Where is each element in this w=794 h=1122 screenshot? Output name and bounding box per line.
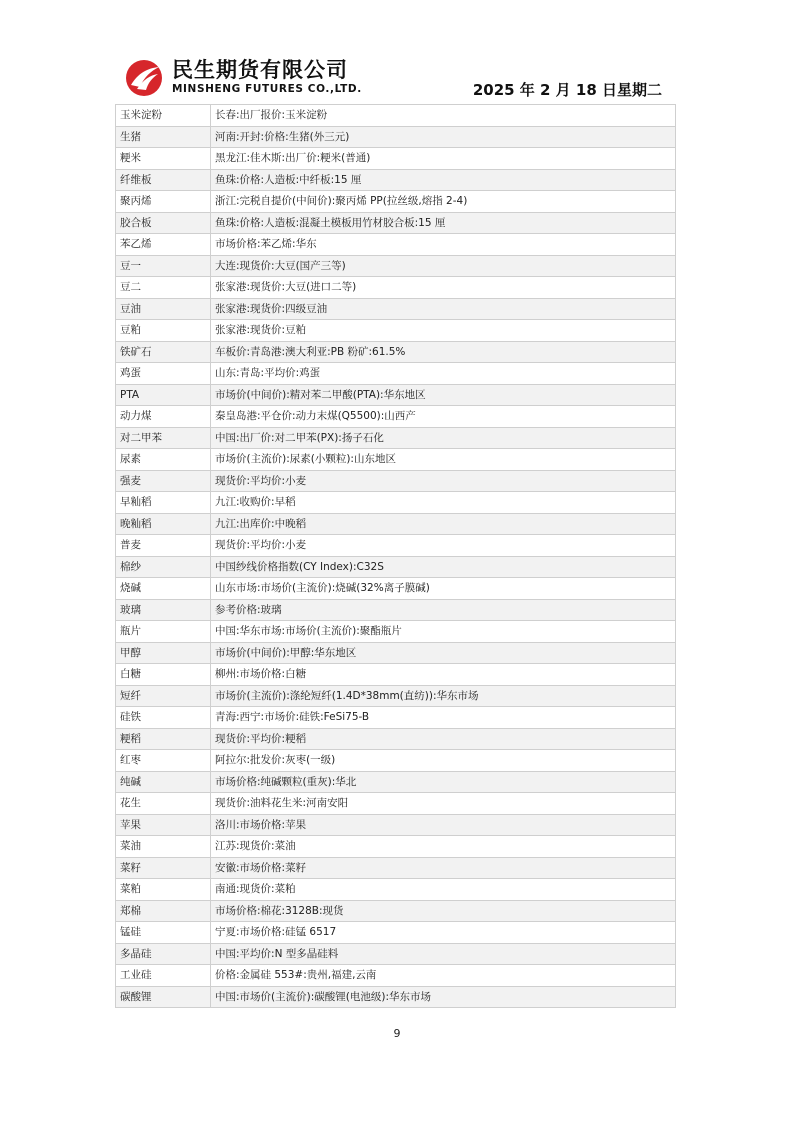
price-source-description: 宁夏:市场价格:硅锰 6517 [211, 922, 676, 944]
report-date: 2025 年 2 月 18 日星期二 [472, 81, 662, 99]
commodity-name: 碳酸锂 [116, 986, 211, 1008]
table-row [116, 771, 676, 793]
price-source-description: 张家港:现货价:大豆(进口二等) [211, 277, 676, 299]
table-row [116, 427, 676, 449]
price-source-description: 价格:金属硅 553#:贵州,福建,云南 [211, 965, 676, 987]
commodity-name: 工业硅 [116, 965, 211, 987]
price-source-description: 参考价格:玻璃 [211, 599, 676, 621]
table-row [116, 986, 676, 1008]
table-row [116, 384, 676, 406]
price-source-description: 市场价(中间价):甲醇:华东地区 [211, 642, 676, 664]
commodity-name: 豆粕 [116, 320, 211, 342]
commodity-name: 强麦 [116, 470, 211, 492]
price-source-description: 市场价(中间价):精对苯二甲酸(PTA):华东地区 [211, 384, 676, 406]
commodity-name: 短纤 [116, 685, 211, 707]
table-row [116, 922, 676, 944]
table-row [116, 814, 676, 836]
price-source-description: 市场价(主流价):涤纶短纤(1.4D*38mm(直纺)):华东市场 [211, 685, 676, 707]
price-source-description: 市场价格:苯乙烯:华东 [211, 234, 676, 256]
commodity-name: 尿素 [116, 449, 211, 471]
commodity-name: 普麦 [116, 535, 211, 557]
table-row [116, 126, 676, 148]
commodity-name: 烧碱 [116, 578, 211, 600]
price-source-description: 长春:出厂报价:玉米淀粉 [211, 105, 676, 127]
commodity-name: 纤维板 [116, 169, 211, 191]
page-number: 9 [393, 1027, 401, 1040]
commodity-name: 多晶硅 [116, 943, 211, 965]
commodity-name: 豆二 [116, 277, 211, 299]
commodity-name: 苯乙烯 [116, 234, 211, 256]
table-row [116, 298, 676, 320]
table-row [116, 685, 676, 707]
table-row [116, 857, 676, 879]
price-source-table [115, 104, 676, 1008]
commodity-name: 菜籽 [116, 857, 211, 879]
table-row [116, 599, 676, 621]
price-source-description: 阿拉尔:批发价:灰枣(一级) [211, 750, 676, 772]
price-source-description: 山东市场:市场价(主流价):烧碱(32%离子膜碱) [211, 578, 676, 600]
table-row [116, 449, 676, 471]
price-source-description: 市场价(主流价):尿素(小颗粒):山东地区 [211, 449, 676, 471]
table-row [116, 578, 676, 600]
price-source-description: 洛川:市场价格:苹果 [211, 814, 676, 836]
table-row [116, 169, 676, 191]
price-source-description: 中国:华东市场:市场价(主流价):聚酯瓶片 [211, 621, 676, 643]
table-row [116, 406, 676, 428]
table-row [116, 277, 676, 299]
table-row [116, 900, 676, 922]
commodity-name: 菜粕 [116, 879, 211, 901]
commodity-name: 红枣 [116, 750, 211, 772]
table-row [116, 148, 676, 170]
price-source-description: 中国纱线价格指数(CY Index):C32S [211, 556, 676, 578]
price-source-description: 张家港:现货价:豆粕 [211, 320, 676, 342]
price-source-description: 柳州:市场价格:白糖 [211, 664, 676, 686]
commodity-name: 豆一 [116, 255, 211, 277]
price-source-description: 市场价格:纯碱颗粒(重灰):华北 [211, 771, 676, 793]
table-row [116, 535, 676, 557]
price-source-description: 安徽:市场价格:菜籽 [211, 857, 676, 879]
page-header [118, 56, 676, 102]
price-source-description: 河南:开封:价格:生猪(外三元) [211, 126, 676, 148]
table-row [116, 363, 676, 385]
commodity-name: 硅铁 [116, 707, 211, 729]
price-source-description: 鱼珠:价格:人造板:中纤板:15 厘 [211, 169, 676, 191]
price-source-description: 南通:现货价:菜粕 [211, 879, 676, 901]
table-row [116, 105, 676, 127]
commodity-name: 郑棉 [116, 900, 211, 922]
commodity-name: 锰硅 [116, 922, 211, 944]
price-source-description: 秦皇岛港:平仓价:动力末煤(Q5500):山西产 [211, 406, 676, 428]
price-source-description: 车板价:青岛港:澳大利亚:PB 粉矿:61.5% [211, 341, 676, 363]
commodity-name: 豆油 [116, 298, 211, 320]
price-source-description: 鱼珠:价格:人造板:混凝土模板用竹材胶合板:15 厘 [211, 212, 676, 234]
commodity-name: 胶合板 [116, 212, 211, 234]
price-source-description: 张家港:现货价:四级豆油 [211, 298, 676, 320]
commodity-name: 晚籼稻 [116, 513, 211, 535]
commodity-name: 甲醇 [116, 642, 211, 664]
commodity-name: 聚丙烯 [116, 191, 211, 213]
commodity-name: 瓶片 [116, 621, 211, 643]
commodity-name: 白糖 [116, 664, 211, 686]
table-row [116, 965, 676, 987]
commodity-name: 粳米 [116, 148, 211, 170]
table-row [116, 793, 676, 815]
price-source-description: 山东:青岛:平均价:鸡蛋 [211, 363, 676, 385]
table-row [116, 664, 676, 686]
commodity-name: 铁矿石 [116, 341, 211, 363]
table-row [116, 836, 676, 858]
price-source-description: 浙江:完税自提价(中间价):聚丙烯 PP(拉丝级,熔指 2-4) [211, 191, 676, 213]
table-row [116, 191, 676, 213]
table-row [116, 707, 676, 729]
commodity-name: 动力煤 [116, 406, 211, 428]
commodity-name: PTA [116, 384, 211, 406]
price-source-description: 黑龙江:佳木斯:出厂价:粳米(普通) [211, 148, 676, 170]
company-name-cn: 民生期货有限公司 [172, 58, 348, 82]
table-row [116, 943, 676, 965]
table-row [116, 728, 676, 750]
commodity-name: 早籼稻 [116, 492, 211, 514]
price-source-description: 江苏:现货价:菜油 [211, 836, 676, 858]
price-source-description: 青海:西宁:市场价:硅铁:FeSi75-B [211, 707, 676, 729]
price-source-description: 九江:出库价:中晚稻 [211, 513, 676, 535]
price-source-description: 市场价格:棉花:3128B:现货 [211, 900, 676, 922]
price-source-description: 九江:收购价:早稻 [211, 492, 676, 514]
commodity-name: 苹果 [116, 814, 211, 836]
table-row [116, 320, 676, 342]
table-row [116, 750, 676, 772]
commodity-name: 菜油 [116, 836, 211, 858]
table-row [116, 556, 676, 578]
table-row [116, 470, 676, 492]
commodity-name: 对二甲苯 [116, 427, 211, 449]
price-source-description: 中国:平均价:N 型多晶硅料 [211, 943, 676, 965]
table-row [116, 255, 676, 277]
table-row [116, 341, 676, 363]
table-row [116, 492, 676, 514]
price-source-description: 现货价:油料花生米:河南安阳 [211, 793, 676, 815]
price-source-description: 中国:出厂价:对二甲苯(PX):扬子石化 [211, 427, 676, 449]
table-row [116, 212, 676, 234]
table-row [116, 642, 676, 664]
commodity-name: 玻璃 [116, 599, 211, 621]
minsheng-logo-icon [124, 58, 164, 98]
commodity-name: 玉米淀粉 [116, 105, 211, 127]
table-row [116, 513, 676, 535]
company-logo [124, 56, 364, 102]
commodity-name: 粳稻 [116, 728, 211, 750]
commodity-name: 纯碱 [116, 771, 211, 793]
price-source-description: 中国:市场价(主流价):碳酸锂(电池级):华东市场 [211, 986, 676, 1008]
company-name-en: MINSHENG FUTURES CO.,LTD. [172, 83, 362, 95]
table-row [116, 879, 676, 901]
commodity-name: 鸡蛋 [116, 363, 211, 385]
commodity-name: 棉纱 [116, 556, 211, 578]
table-row [116, 621, 676, 643]
table-row [116, 234, 676, 256]
price-source-description: 现货价:平均价:小麦 [211, 535, 676, 557]
price-source-description: 现货价:平均价:粳稻 [211, 728, 676, 750]
price-source-description: 大连:现货价:大豆(国产三等) [211, 255, 676, 277]
commodity-name: 花生 [116, 793, 211, 815]
commodity-name: 生猪 [116, 126, 211, 148]
price-source-description: 现货价:平均价:小麦 [211, 470, 676, 492]
